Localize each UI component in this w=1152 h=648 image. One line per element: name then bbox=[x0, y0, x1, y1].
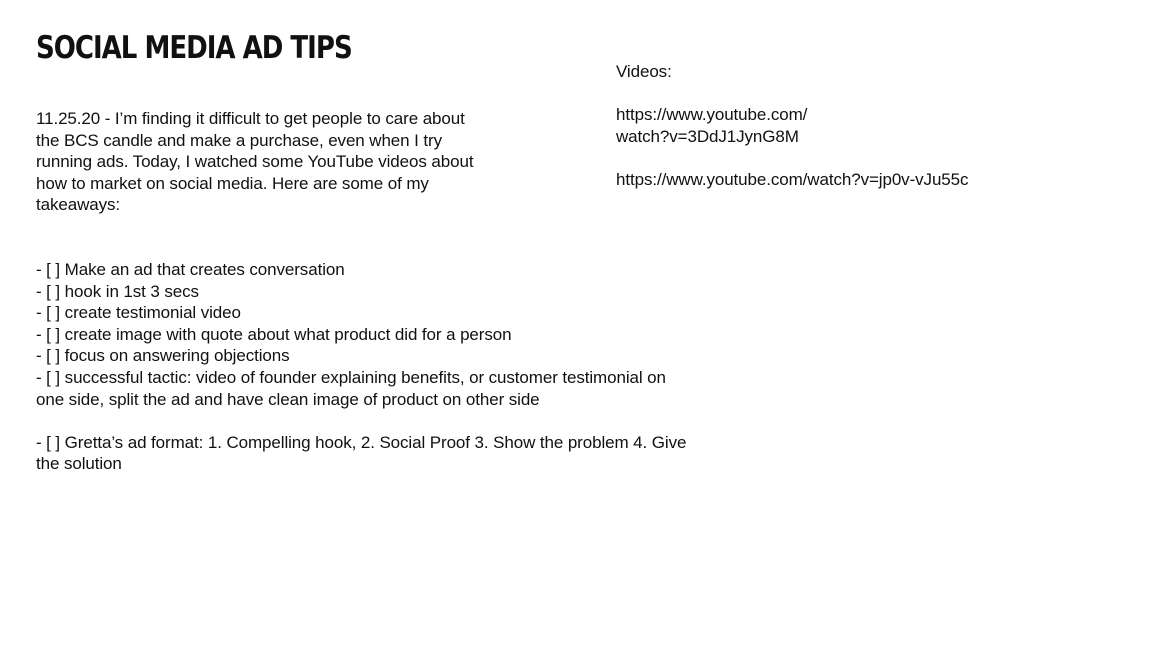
video-link[interactable]: https://www.youtube.com/ watch?v=3DdJ1JynG8M bbox=[616, 105, 808, 146]
checklist-item: - [ ] create image with quote about what product did for a person bbox=[36, 324, 512, 344]
video-link[interactable]: https://www.youtube.com/watch?v=jp0v-vJu55c bbox=[616, 169, 969, 189]
checklist-item: - [ ] focus on answering objections bbox=[36, 346, 290, 366]
checklist-item: - [ ] hook in 1st 3 secs bbox=[36, 281, 199, 301]
checklist-item: - [ ] Make an ad that creates conversation bbox=[36, 260, 345, 279]
checklist-item: - [ ] successful tactic: video of founder explaining benefits, or customer testimonial on one side, split the ad and have clean image of product on other side bbox=[36, 367, 666, 409]
checklist-item: - [ ] Gretta’s ad format: 1. Compelling hook, 2. Social Proof 3. Show the problem 4. Give the solution bbox=[36, 432, 687, 474]
videos-section bbox=[616, 61, 976, 212]
takeaways-checklist bbox=[36, 259, 696, 475]
videos-heading: Videos: bbox=[616, 62, 672, 81]
page-title: SOCIAL MEDIA AD TIPS bbox=[36, 30, 352, 66]
intro-paragraph: 11.25.20 - I’m finding it difficult to get people to care about the BCS candle and make a purchase, even when I try running ads. Today, I watched some YouTube videos about how to market on social media. Here are some of my takeaways: bbox=[36, 109, 474, 215]
checklist-item: - [ ] create testimonial video bbox=[36, 303, 241, 323]
